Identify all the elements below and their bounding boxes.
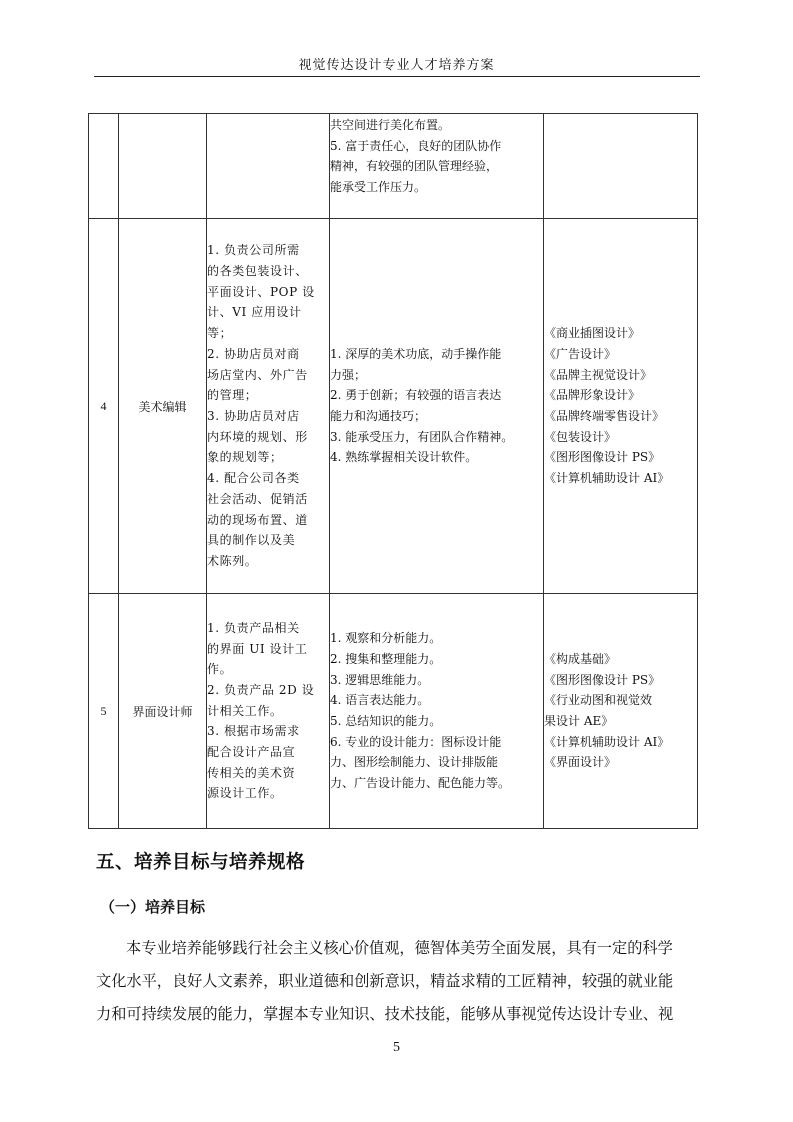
duties-line: 计相关工作。: [207, 703, 283, 718]
job-table: [88, 113, 698, 829]
abilities-line: 1. 观察和分析能力。: [330, 631, 442, 646]
courses-line: 《品牌形象设计》: [544, 388, 641, 403]
courses-line: 果设计 AE》: [544, 714, 614, 728]
duties-line: 3. 协助店员对店: [207, 409, 300, 423]
courses-line: 《计算机辅助设计 AI》: [544, 471, 670, 486]
abilities-line: 4. 熟练掌握相关设计软件。: [330, 450, 478, 465]
duties-line: 术陈列。: [207, 553, 258, 568]
courses-line: 《行业动图和视觉效: [544, 693, 653, 708]
abilities-line: 1. 深厚的美术功底，动手操作能: [330, 346, 502, 361]
courses-line: 《广告设计》: [544, 346, 617, 361]
header-rule: [94, 76, 700, 77]
courses-line: 《商业插图设计》: [544, 326, 641, 341]
duties-line: 计、VI 应用设计: [207, 305, 302, 320]
position-cell: [119, 114, 207, 219]
abilities-line: 共空间进行美化布置。: [330, 118, 451, 132]
position-cell: 界面设计师: [119, 594, 207, 829]
running-header: 视觉传达设计专业人才培养方案: [298, 58, 495, 73]
table-row: [89, 219, 698, 594]
row-number-cell: 5: [89, 594, 119, 829]
abilities-line: 3. 能承受压力，有团队合作精神。: [330, 429, 514, 444]
position-cell: 美术编辑: [119, 219, 207, 594]
abilities-line: 5. 富于责任心，良好的团队协作: [330, 138, 502, 153]
duties-line: 作。: [207, 662, 233, 677]
abilities-line: 力、图形绘制能力、设计排版能: [330, 755, 499, 770]
duties-cell: [207, 219, 330, 594]
abilities-line: 5. 总结知识的能力。: [330, 714, 442, 728]
body-paragraph: [96, 932, 702, 1031]
row-number-cell: 4: [89, 219, 119, 594]
page-number: 5: [393, 1040, 400, 1055]
courses-cell: [544, 114, 698, 219]
courses-line: 《计算机辅助设计 AI》: [544, 734, 670, 749]
abilities-cell: [330, 219, 544, 594]
duties-line: 的管理；: [207, 388, 258, 403]
paragraph-line: 本专业培养能够践行社会主义核心价值观，德智体美劳全面发展，具有一定的科学: [126, 939, 673, 957]
abilities-line: 力、广告设计能力、配色能力等。: [330, 776, 511, 791]
duties-line: 2. 负责产品 2D 设: [207, 682, 315, 697]
abilities-line: 4. 语言表达能力。: [330, 693, 430, 708]
abilities-line: 精神，有较强的团队管理经验，: [330, 159, 499, 174]
duties-line: 具的制作以及美: [207, 533, 296, 548]
courses-cell: [544, 594, 698, 829]
abilities-line: 6. 专业的设计能力：图标设计能: [330, 734, 502, 749]
abilities-line: 2. 勇于创新；有较强的语言表达: [330, 388, 502, 403]
duties-line: 社会活动、促销活: [207, 491, 308, 506]
duties-line: 1. 负责产品相关: [207, 620, 300, 635]
paragraph-line: 文化水平，良好人文素养，职业道德和创新意识，精益求精的工匠精神，较强的就业能: [96, 972, 674, 990]
duties-line: 象的规划等；: [207, 450, 283, 465]
duties-line: 2. 协助店员对商: [207, 346, 300, 361]
duties-line: 配合设计产品宣: [207, 745, 296, 760]
table-row: [89, 114, 698, 219]
abilities-line: 2. 搜集和整理能力。: [330, 651, 442, 666]
courses-line: 《构成基础》: [544, 651, 617, 666]
duties-line: 动的现场布置、道: [207, 512, 308, 527]
duties-line: 1. 负责公司所需: [207, 243, 300, 258]
duties-cell: [207, 594, 330, 829]
courses-line: 《图形图像设计 PS》: [544, 450, 661, 465]
courses-line: 《包装设计》: [544, 429, 617, 444]
duties-cell: [207, 114, 330, 219]
abilities-cell: [330, 594, 544, 829]
courses-line: 《品牌终端零售设计》: [544, 409, 665, 423]
paragraph-line: 力和可持续发展的能力，掌握本专业知识、技术技能，能够从事视觉传达设计专业、视: [96, 1005, 674, 1023]
abilities-cell: [330, 114, 544, 219]
duties-line: 平面设计、POP 设: [207, 284, 315, 299]
duties-line: 的各类包装设计、: [207, 264, 308, 279]
row-number-cell: [89, 114, 119, 219]
abilities-line: 能力和沟通技巧；: [330, 409, 427, 423]
duties-line: 场店堂内、外广告: [207, 367, 308, 382]
abilities-line: 力强；: [330, 367, 367, 382]
courses-line: 《界面设计》: [544, 755, 617, 770]
subsection-title: （一）培养目标: [100, 898, 206, 916]
duties-line: 内环境的规划、形: [207, 429, 308, 444]
courses-line: 《图形图像设计 PS》: [544, 672, 661, 687]
courses-cell: [544, 219, 698, 594]
duties-line: 等；: [207, 326, 233, 341]
duties-line: 源设计工作。: [207, 786, 283, 801]
section-title: 五、培养目标与培养规格: [96, 852, 306, 873]
duties-line: 4. 配合公司各类: [207, 471, 300, 486]
abilities-line: 3. 逻辑思维能力。: [330, 672, 430, 687]
courses-line: 《品牌主视觉设计》: [544, 367, 653, 382]
abilities-line: 能承受工作压力。: [330, 180, 427, 195]
duties-line: 的界面 UI 设计工: [207, 641, 308, 656]
duties-line: 传相关的美术资: [207, 765, 296, 780]
duties-line: 3. 根据市场需求: [207, 724, 300, 739]
table-row: [89, 594, 698, 829]
